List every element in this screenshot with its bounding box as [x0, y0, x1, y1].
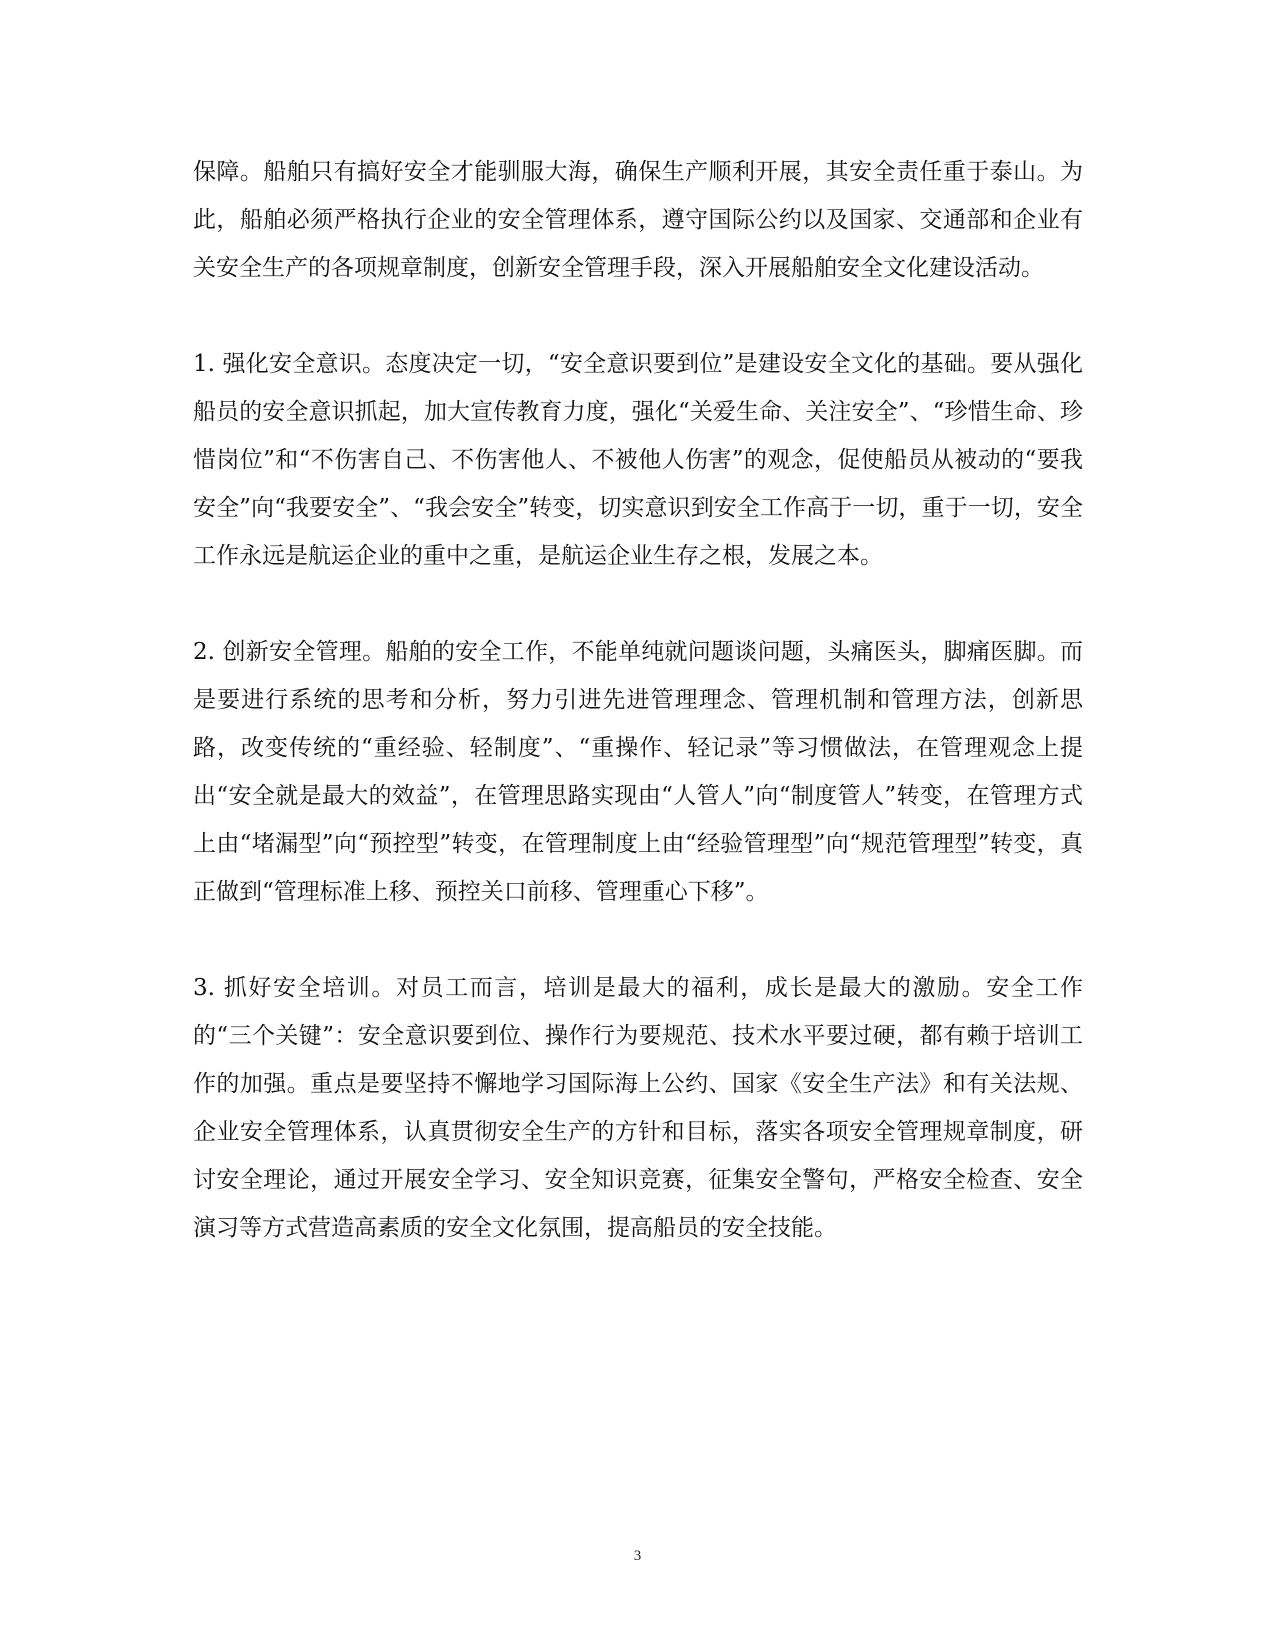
page-body	[193, 148, 1083, 1252]
paragraph-safety-awareness: 1. 强化安全意识。态度决定一切，“安全意识要到位”是建设安全文化的基础。要从强化船员的安全意识抓起，加大宣传教育力度，强化“关爱生命、关注安全”、“珍惜生命、珍惜岗位”和“不伤害自己、不伤害他人、不被他人伤害”的观念，促使船员从被动的“要我安全”向“我要安全”、“我会安全”转变，切实意识到安全工作高于一切，重于一切，安全工作永远是航运企业的重中之重，是航运企业生存之根，发展之本。	[193, 351, 1083, 569]
paragraph-safety-training: 3. 抓好安全培训。对员工而言，培训是最大的福利，成长是最大的激励。安全工作的“三个关键”：安全意识要到位、操作行为要规范、技术水平要过硬，都有赖于培训工作的加强。重点是要坚持不懈地学习国际海上公约、国家《安全生产法》和有关法规、企业安全管理体系，认真贯彻安全生产的方针和目标，落实各项安全管理规章制度，研讨安全理论，通过开展安全学习、安全知识竞赛，征集安全警句，严格安全检查、安全演习等方式营造高素质的安全文化氛围，提高船员的安全技能。	[193, 975, 1083, 1241]
paragraph-safety-management: 2. 创新安全管理。船舶的安全工作，不能单纯就问题谈问题，头痛医头，脚痛医脚。而是要进行系统的思考和分析，努力引进先进管理理念、管理机制和管理方法，创新思路，改变传统的“重经验、轻制度”、“重操作、轻记录”等习惯做法，在管理观念上提出“安全就是最大的效益”，在管理思路实现由“人管人”向“制度管人”转变，在管理方式上由“堵漏型”向“预控型”转变，在管理制度上由“经验管理型”向“规范管理型”转变，真正做到“管理标准上移、预控关口前移、管理重心下移”。	[193, 639, 1083, 905]
page-number: 3	[633, 1548, 642, 1564]
paragraph-intro: 保障。船舶只有搞好安全才能驯服大海，确保生产顺利开展，其安全责任重于泰山。为此，船舶必须严格执行企业的安全管理体系，遵守国际公约以及国家、交通部和企业有关安全生产的各项规章制度，创新安全管理手段，深入开展船舶安全文化建设活动。	[193, 159, 1083, 281]
